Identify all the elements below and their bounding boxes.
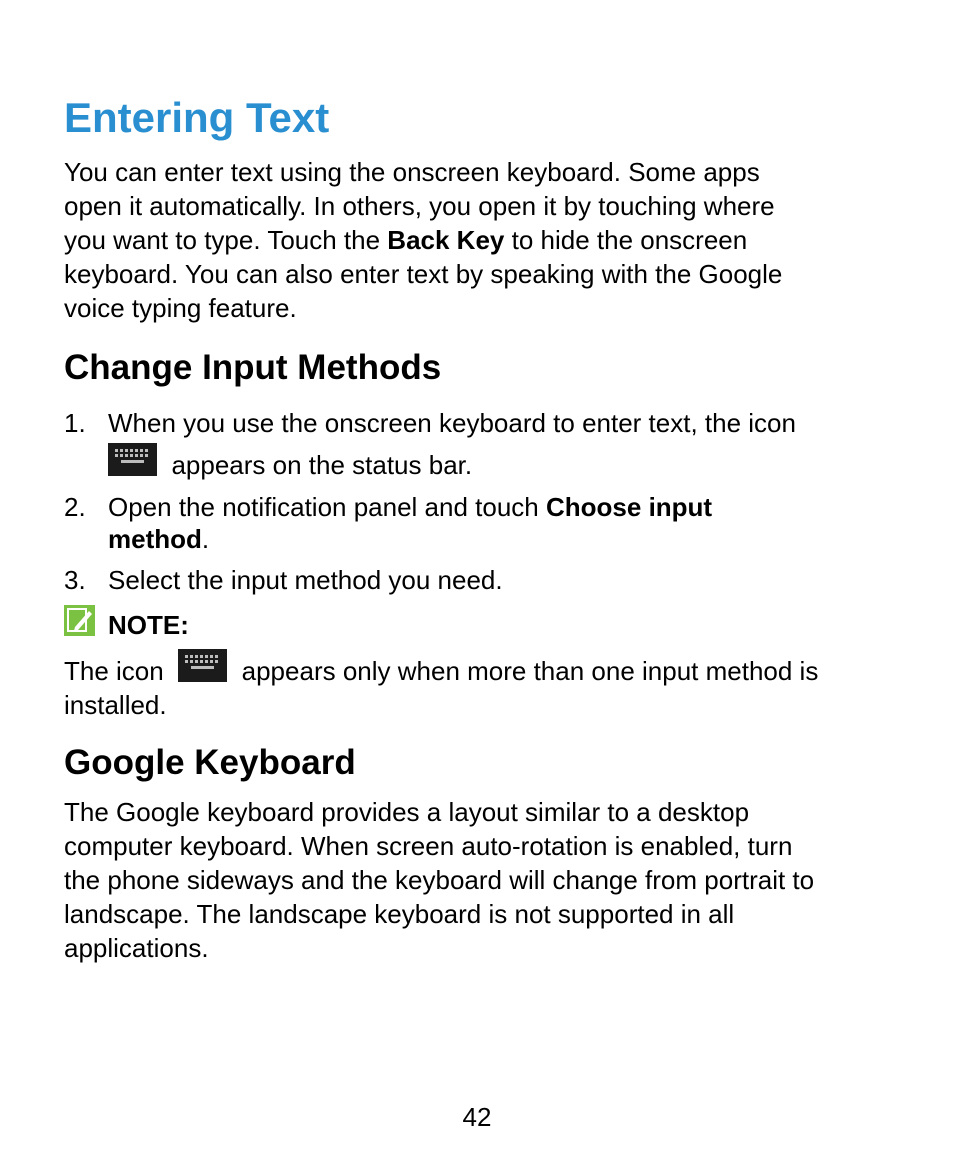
intro-paragraph — [64, 155, 879, 325]
intro-text: to hide the onscreen — [504, 225, 748, 255]
list-item-text — [108, 491, 878, 555]
list-item-text — [108, 564, 878, 596]
section-heading-change-input-methods: Change Input Methods — [64, 348, 442, 387]
note-line-1 — [64, 649, 879, 688]
intro-text: you want to type. Touch the — [64, 225, 388, 255]
paragraph-line: The Google keyboard provides a layout similar to a desktop — [64, 797, 750, 827]
note-label: NOTE: — [108, 610, 189, 640]
note-text: The icon — [64, 656, 164, 686]
intro-line-3 — [64, 223, 879, 257]
intro-line-4: keyboard. You can also enter text by speaking with the Google — [64, 259, 783, 289]
list-item — [64, 564, 879, 596]
back-key-term: Back Key — [387, 225, 505, 255]
list-number: 2. — [64, 492, 86, 522]
list-item-text-fragment: . — [201, 524, 210, 554]
google-keyboard-paragraph — [64, 795, 879, 965]
page-number: 42 — [462, 1102, 492, 1132]
note-line-2: installed. — [64, 690, 167, 720]
section-heading-google-keyboard: Google Keyboard — [64, 743, 356, 782]
paragraph-line: applications. — [64, 933, 209, 963]
list-item-line: When you use the onscreen keyboard to enter text, the icon — [108, 408, 796, 438]
note-paragraph — [64, 649, 879, 722]
intro-line-1: You can enter text using the onscreen keyboard. Some apps — [64, 157, 760, 187]
note-text: appears only when more than one input method is — [241, 656, 819, 686]
choose-input-term: Choose input — [546, 492, 713, 522]
list-item-text-fragment: appears on the status bar. — [171, 450, 473, 480]
list-item-line — [108, 443, 878, 481]
intro-line-2: open it automatically. In others, you open it by touching where — [64, 191, 775, 221]
paragraph-line: computer keyboard. When screen auto-rotation is enabled, turn — [64, 831, 793, 861]
list-item-line — [108, 491, 878, 523]
keyboard-icon — [108, 443, 157, 476]
list-number: 1. — [64, 408, 86, 438]
list-item-text — [108, 407, 878, 481]
keyboard-icon — [178, 649, 227, 682]
list-item-text-fragment: Open the notification panel and touch — [108, 492, 546, 522]
list-item-line — [108, 523, 878, 555]
list-item — [64, 407, 879, 479]
list-item — [64, 491, 879, 555]
intro-line-5: voice typing feature. — [64, 293, 297, 323]
note-pencil-icon — [64, 605, 95, 636]
method-term: method — [108, 524, 202, 554]
paragraph-line: landscape. The landscape keyboard is not supported in all — [64, 899, 735, 929]
list-item-line: Select the input method you need. — [108, 565, 503, 595]
list-number: 3. — [64, 565, 86, 595]
paragraph-line: the phone sideways and the keyboard will change from portrait to — [64, 865, 815, 895]
page-title: Entering Text — [64, 94, 330, 141]
